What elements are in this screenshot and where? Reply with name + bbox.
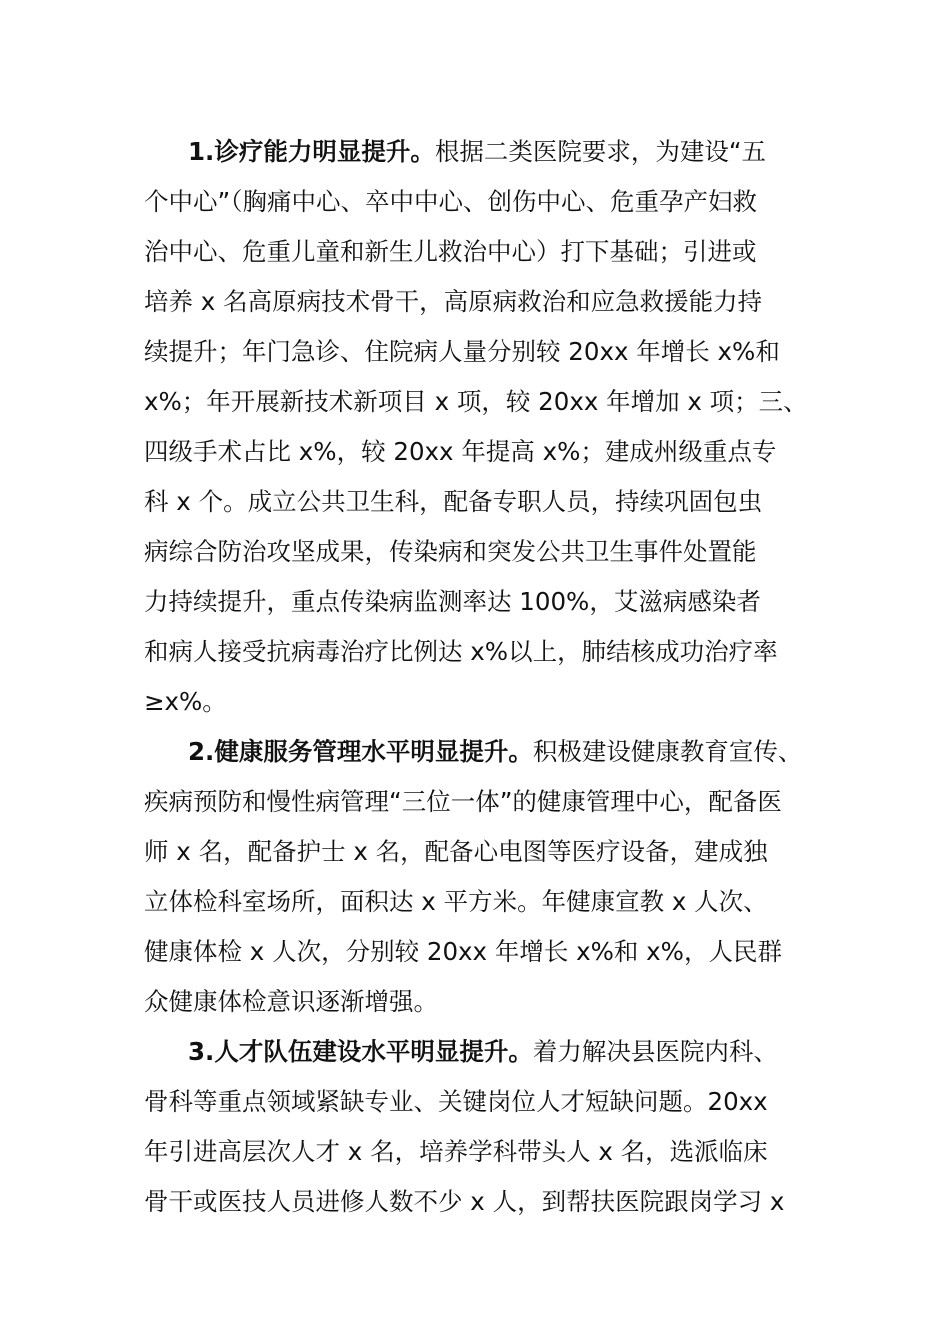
paragraph-text: 积极建设健康教育宣传、: [532, 737, 803, 766]
paragraph-line: 师 x 名，配备护士 x 名，配备心电图等医疗设备，建成独: [144, 837, 768, 866]
document-body: [144, 127, 820, 1227]
paragraph-line: 众健康体检意识逐渐增强。: [144, 987, 438, 1016]
paragraph-diagnosis-treatment: [144, 127, 820, 727]
paragraph-line: 和病人接受抗病毒治疗比例达 x%以上，肺结核成功治疗率: [144, 637, 778, 666]
paragraph-first-line: [144, 1027, 820, 1077]
paragraph-line: 治中心、危重儿童和新生儿救治中心）打下基础；引进或: [144, 237, 757, 266]
paragraph-first-line: [144, 127, 820, 177]
paragraph-heading: 3.人才队伍建设水平明显提升。: [188, 1037, 533, 1066]
paragraph-text: 着力解决县医院内科、: [532, 1037, 778, 1066]
paragraph-line: 骨干或医技人员进修人数不少 x 人，到帮扶医院跟岗学习 x: [144, 1187, 785, 1216]
paragraph-line: 疾病预防和慢性病管理“三位一体”的健康管理中心，配备医: [144, 787, 782, 816]
paragraph-first-line: [144, 727, 820, 777]
paragraph-line: 续提升；年门急诊、住院病人量分别较 20xx 年增长 x%和: [144, 337, 780, 366]
paragraph-line: 病综合防治攻坚成果，传染病和突发公共卫生事件处置能: [144, 537, 757, 566]
paragraph-line: 力持续提升，重点传染病监测率达 100%，艾滋病感染者: [144, 587, 761, 616]
paragraph-heading: 1.诊疗能力明显提升。: [188, 137, 435, 166]
paragraph-line: 培养 x 名高原病技术骨干，高原病救治和应急救援能力持: [144, 287, 763, 316]
paragraph-line: 骨科等重点领域紧缺专业、关键岗位人才短缺问题。20xx: [144, 1087, 768, 1116]
paragraph-line: 科 x 个。成立公共卫生科，配备专职人员，持续巩固包虫: [144, 487, 763, 516]
paragraph-heading: 2.健康服务管理水平明显提升。: [188, 737, 533, 766]
paragraph-line: 个中心”（胸痛中心、卒中中心、创伤中心、危重孕产妇救: [144, 187, 757, 216]
paragraph-line: 年引进高层次人才 x 名，培养学科带头人 x 名，选派临床: [144, 1137, 768, 1166]
paragraph-text: 根据二类医院要求，为建设“五: [434, 137, 767, 166]
paragraph-health-service: [144, 727, 820, 1027]
paragraph-line: 四级手术占比 x%，较 20xx 年提高 x%；建成州级重点专: [144, 437, 777, 466]
paragraph-line: 立体检科室场所，面积达 x 平方米。年健康宣教 x 人次、: [144, 887, 768, 916]
paragraph-line: 健康体检 x 人次，分别较 20xx 年增长 x%和 x%，人民群: [144, 937, 782, 966]
paragraph-line: x%；年开展新技术新项目 x 项，较 20xx 年增加 x 项；三、: [144, 387, 808, 416]
paragraph-line: ≥x%。: [144, 687, 227, 716]
paragraph-talent-team: [144, 1027, 820, 1227]
